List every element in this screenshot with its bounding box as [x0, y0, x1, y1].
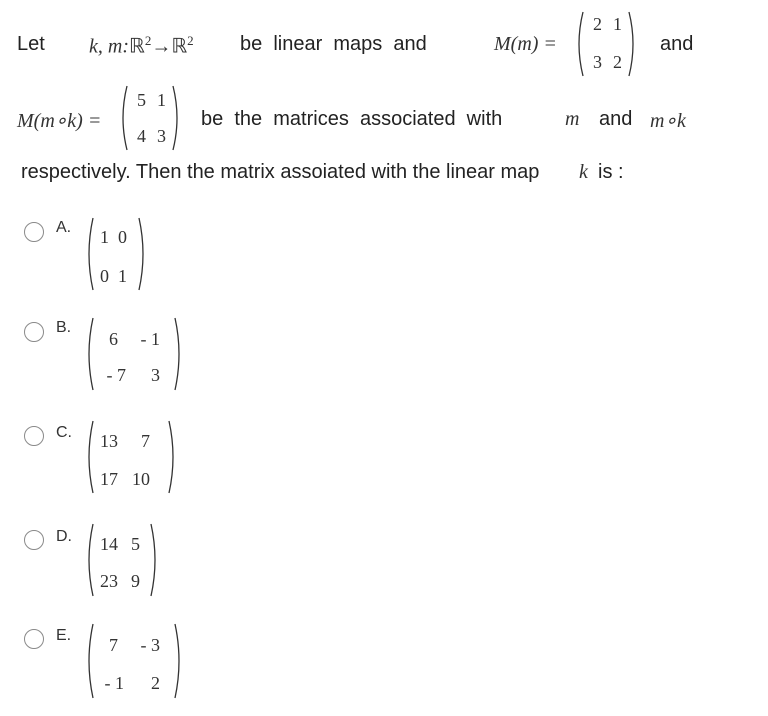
matrix-cell: 5 — [137, 90, 146, 110]
matrix-cell: 1 — [157, 90, 166, 110]
matrix-cell: - 1 — [104, 673, 124, 693]
matrix-cell: 1 — [613, 14, 622, 34]
matrix-cell: 7 — [141, 431, 150, 451]
real-set-symbol: ℝ — [171, 35, 188, 58]
option-letter: C. — [56, 424, 72, 441]
arrow-symbol: → — [151, 35, 172, 58]
matrix-cell: 7 — [109, 635, 118, 655]
matrix-cell: 1 — [118, 266, 127, 286]
matrix-brackets — [118, 84, 182, 152]
matrix-cell: 10 — [132, 469, 150, 489]
M-m-matrix — [574, 10, 638, 78]
matrix-cell: 6 — [109, 329, 118, 349]
option-letter: E. — [56, 627, 72, 644]
option-letter: D. — [56, 528, 72, 545]
radio-button-d[interactable] — [24, 530, 44, 550]
associated-text: be the matrices associated with — [201, 108, 503, 130]
and-word: and — [660, 33, 694, 55]
matrix-cell: 9 — [131, 571, 140, 591]
M-mk-label: M(m∘k) = — [17, 110, 102, 132]
matrix-cell: 2 — [151, 673, 160, 693]
matrix-cell: 2 — [593, 14, 602, 34]
option-letter: B. — [56, 319, 72, 336]
radio-button-c[interactable] — [24, 426, 44, 446]
matrix-cell: 3 — [157, 126, 166, 146]
M-mk-matrix — [118, 84, 182, 152]
superscript-2: 2 — [187, 33, 194, 48]
be-linear-maps-text: be linear maps and — [240, 33, 427, 55]
radio-button-b[interactable] — [24, 322, 44, 342]
matrix-cell: 14 — [100, 534, 118, 554]
matrix-cell: 0 — [100, 266, 109, 286]
real-set-symbol: ℝ — [128, 35, 145, 58]
m-compose-k-symbol: m∘k — [650, 110, 686, 132]
radio-button-e[interactable] — [24, 629, 44, 649]
matrix-cell: 23 — [100, 571, 118, 591]
option-matrix — [84, 522, 160, 598]
maps-names: k, m: — [89, 35, 129, 58]
matrix-cell: 3 — [151, 365, 160, 385]
respectively-text: respectively. Then the matrix assoiated with the linear map — [21, 161, 540, 183]
option-matrix — [84, 419, 178, 495]
matrix-cell: 0 — [118, 227, 127, 247]
superscript-2: 2 — [144, 33, 152, 48]
matrix-cell: 1 — [100, 227, 109, 247]
matrix-cell: 13 — [100, 431, 118, 451]
matrix-cell: 17 — [100, 469, 118, 489]
matrix-cell: - 3 — [140, 635, 160, 655]
radio-button-a[interactable] — [24, 222, 44, 242]
option-matrix — [84, 316, 184, 392]
matrix-cell: - 1 — [140, 329, 160, 349]
maps-declaration — [89, 33, 194, 59]
option-matrix — [84, 216, 148, 292]
let-word: Let — [17, 33, 45, 55]
matrix-cell: 2 — [613, 52, 622, 72]
matrix-brackets — [574, 10, 638, 78]
is-text: is : — [598, 161, 624, 183]
k-symbol: k — [579, 161, 588, 183]
matrix-cell: 4 — [137, 126, 146, 146]
matrix-cell: 3 — [593, 52, 602, 72]
matrix-cell: - 7 — [106, 365, 126, 385]
option-matrix — [84, 622, 184, 700]
matrix-cell: 5 — [131, 534, 140, 554]
option-letter: A. — [56, 219, 72, 236]
m-symbol: m — [565, 108, 580, 130]
and-word: and — [599, 108, 633, 130]
M-m-label: M(m) = — [494, 33, 557, 55]
